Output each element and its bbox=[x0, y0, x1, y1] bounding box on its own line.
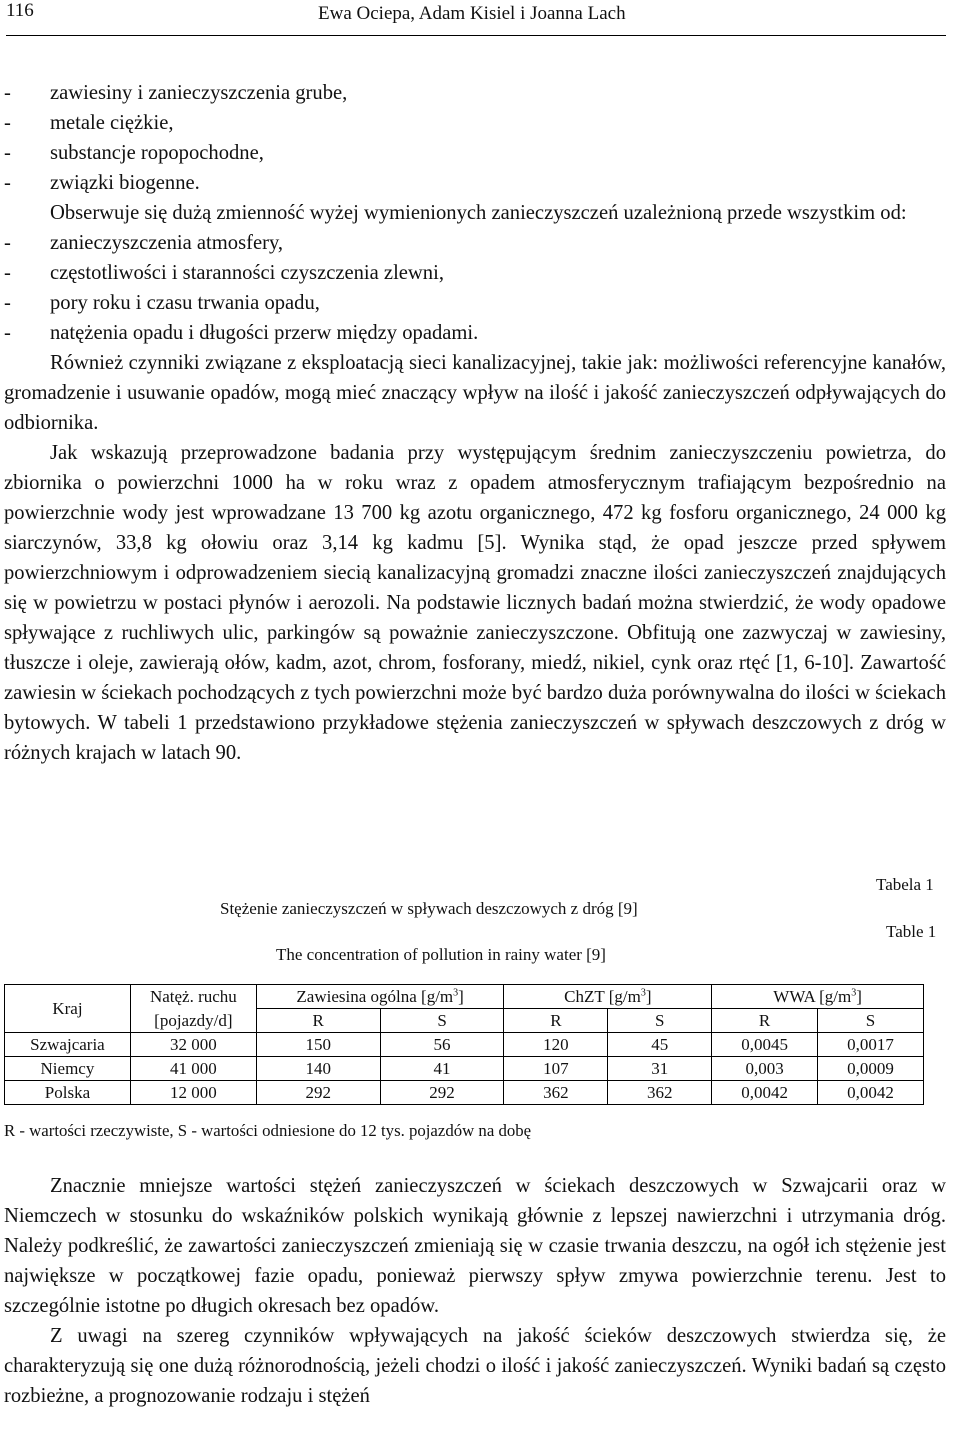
cell-country: Szwajcaria bbox=[5, 1033, 131, 1057]
cell-tss-s: 41 bbox=[380, 1057, 504, 1081]
cell-pah-r: 0,0042 bbox=[712, 1081, 818, 1105]
cell-cod-r: 120 bbox=[504, 1033, 608, 1057]
table-title-en: The concentration of pollution in rainy water [9] bbox=[276, 945, 606, 964]
paragraph-lower: Znacznie mniejsze wartości stężeń zanieczyszczeń w ściekach deszczowych w Szwajcarii oraz w Niemczech w stosunku do wskaźników polskich wynikają głównie z lepszej nawierzchni i utrzymania dróg. Należy podkreślić, że zawartości zanieczyszczeń zmieniają się w czasie trwania deszczu, na ogół ich stężenie jest największe w początkowej fazie opadu, ponieważ pierwszy spływ zmywa powierzchnie terenu. Jest to szczególnie istotne po długich okresach bez opadów. bbox=[4, 1175, 946, 1317]
table-title-pl: Stężenie zanieczyszczeń w spływach deszczowych z dróg [9] bbox=[220, 899, 638, 918]
list-item: - natężenia opadu i długości przerw między opadami. bbox=[4, 322, 479, 344]
header-traffic-unit: [pojazdy/d] bbox=[130, 1009, 256, 1033]
cell-cod-r: 107 bbox=[504, 1057, 608, 1081]
cell-cod-r: 362 bbox=[504, 1081, 608, 1105]
header-country: Kraj bbox=[5, 985, 131, 1033]
cell-tss-r: 292 bbox=[256, 1081, 380, 1105]
header-pah: WWA $[g/m^3]$ bbox=[712, 985, 924, 1009]
cell-traffic: 32 000 bbox=[130, 1033, 256, 1057]
cell-cod-s: 45 bbox=[608, 1033, 712, 1057]
table-header-row bbox=[5, 985, 924, 1009]
cell-cod-s: 362 bbox=[608, 1081, 712, 1105]
subheader-r: R bbox=[256, 1009, 380, 1033]
list-item: - substancje ropopochodne, bbox=[4, 142, 264, 164]
body-text-bottom bbox=[4, 1171, 946, 1411]
cell-tss-s: 292 bbox=[380, 1081, 504, 1105]
page-number: 116 bbox=[6, 0, 34, 21]
cell-pah-r: 0,003 bbox=[712, 1057, 818, 1081]
list-item: - zanieczyszczenia atmosfery, bbox=[4, 232, 284, 254]
table-row bbox=[5, 1057, 924, 1081]
list-item: - metale ciężkie, bbox=[4, 112, 174, 134]
running-title: Ewa Ociepa, Adam Kisiel i Joanna Lach bbox=[318, 3, 626, 24]
cell-tss-r: 140 bbox=[256, 1057, 380, 1081]
subheader-s: S bbox=[608, 1009, 712, 1033]
paragraph-research: Jak wskazują przeprowadzone badania przy występującym średnim zanieczyszczeniu powietrza, do zbiornika o powierzchni 1000 ha w roku wraz z opadem atmosferycznym trafiającym bezpośrednio na powierzchnie wody jest wprowadzane 13 700 kg azotu organicznego, 472 kg fosforu organicznego, 24 000 kg siarczynów, 33,8 kg ołowiu oraz 3,14 kg kadmu [5]. Wynika stąd, że opad jeszcze przed spływem powierzchniowym i odprowadzeniem siecią kanalizacyjną gromadzi znaczne ilości zanieczyszczeń znajdujących się w powietrzu w postaci płynów i aerozoli. Na podstawie licznych badań można stwierdzić, że wody opadowe spływające z ruchliwych ulic, parkingów są poważnie zanieczyszczone. Obfitują one zazwyczaj w zawiesiny, tłuszcze i oleje, zawierają ołów, kadm, azot, chrom, fosforany, miedź, nikiel, cynk oraz rtęć [1, 6-10]. Zawartość zawiesin w ściekach pochodzących z tych powierzchni może być bardzo duża porównywalna do ilości w ściekach bytowych. W tabeli 1 przedstawiono przykładowe stężenia zanieczyszczeń w spływach deszczowych z dróg w różnych krajach w latach 90. bbox=[4, 442, 946, 764]
cell-country: Polska bbox=[5, 1081, 131, 1105]
cell-cod-s: 31 bbox=[608, 1057, 712, 1081]
cell-tss-s: 56 bbox=[380, 1033, 504, 1057]
table-row bbox=[5, 1033, 924, 1057]
subheader-r: R bbox=[504, 1009, 608, 1033]
subheader-s: S bbox=[818, 1009, 924, 1033]
cell-traffic: 12 000 bbox=[130, 1081, 256, 1105]
table-label-en: Table 1 bbox=[886, 922, 937, 941]
list-item: - związki biogenne. bbox=[4, 172, 200, 194]
table-subheader-row bbox=[5, 1009, 924, 1033]
subheader-s: S bbox=[380, 1009, 504, 1033]
cell-country: Niemcy bbox=[5, 1057, 131, 1081]
table-note: R - wartości rzeczywiste, S - wartości odniesione do 12 tys. pojazdów na dobę bbox=[4, 1121, 532, 1140]
subheader-r: R bbox=[712, 1009, 818, 1033]
list-item: - częstotliwości i staranności czyszczenia zlewni, bbox=[4, 262, 444, 284]
cell-tss-r: 150 bbox=[256, 1033, 380, 1057]
list-item: - zawiesiny i zanieczyszczenia grube, bbox=[4, 82, 348, 104]
paragraph-factors: Z uwagi na szereg czynników wpływających na jakość ścieków deszczowych stwierdza się, że charakteryzują się one dużą różnorodnością, jeżeli chodzi o ilość i jakość zanieczyszczeń. Wyniki badań są często rozbieżne, a prognozowanie rodzaju i stężeń bbox=[4, 1325, 946, 1407]
pollution-table bbox=[4, 984, 924, 1105]
cell-pah-s: 0,0042 bbox=[818, 1081, 924, 1105]
header-traffic: Natęż. ruchu bbox=[130, 985, 256, 1009]
cell-pah-s: 0,0009 bbox=[818, 1057, 924, 1081]
cell-traffic: 41 000 bbox=[130, 1057, 256, 1081]
list-item: - pory roku i czasu trwania opadu, bbox=[4, 292, 320, 314]
header-tss: Zawiesina ogólna $[g/m^3]$ bbox=[256, 985, 504, 1009]
table-row bbox=[5, 1081, 924, 1105]
body-text-top bbox=[4, 78, 946, 768]
paragraph-observe: Obserwuje się dużą zmienność wyżej wymienionych zanieczyszczeń uzależnioną przede wszystkim od: bbox=[50, 202, 907, 224]
header-cod: ChZT $[g/m^3]$ bbox=[504, 985, 712, 1009]
header-rule bbox=[6, 35, 946, 36]
table-label-pl: Tabela 1 bbox=[876, 875, 934, 894]
paragraph-also: Również czynniki związane z eksploatacją sieci kanalizacyjnej, takie jak: możliwości referencyjne kanałów, gromadzenie i usuwanie opadów, mogą mieć znaczący wpływ na ilość i jakość zanieczyszczeń odpływających do odbiornika. bbox=[4, 352, 946, 434]
cell-pah-r: 0,0045 bbox=[712, 1033, 818, 1057]
page-header bbox=[6, 0, 954, 30]
cell-pah-s: 0,0017 bbox=[818, 1033, 924, 1057]
